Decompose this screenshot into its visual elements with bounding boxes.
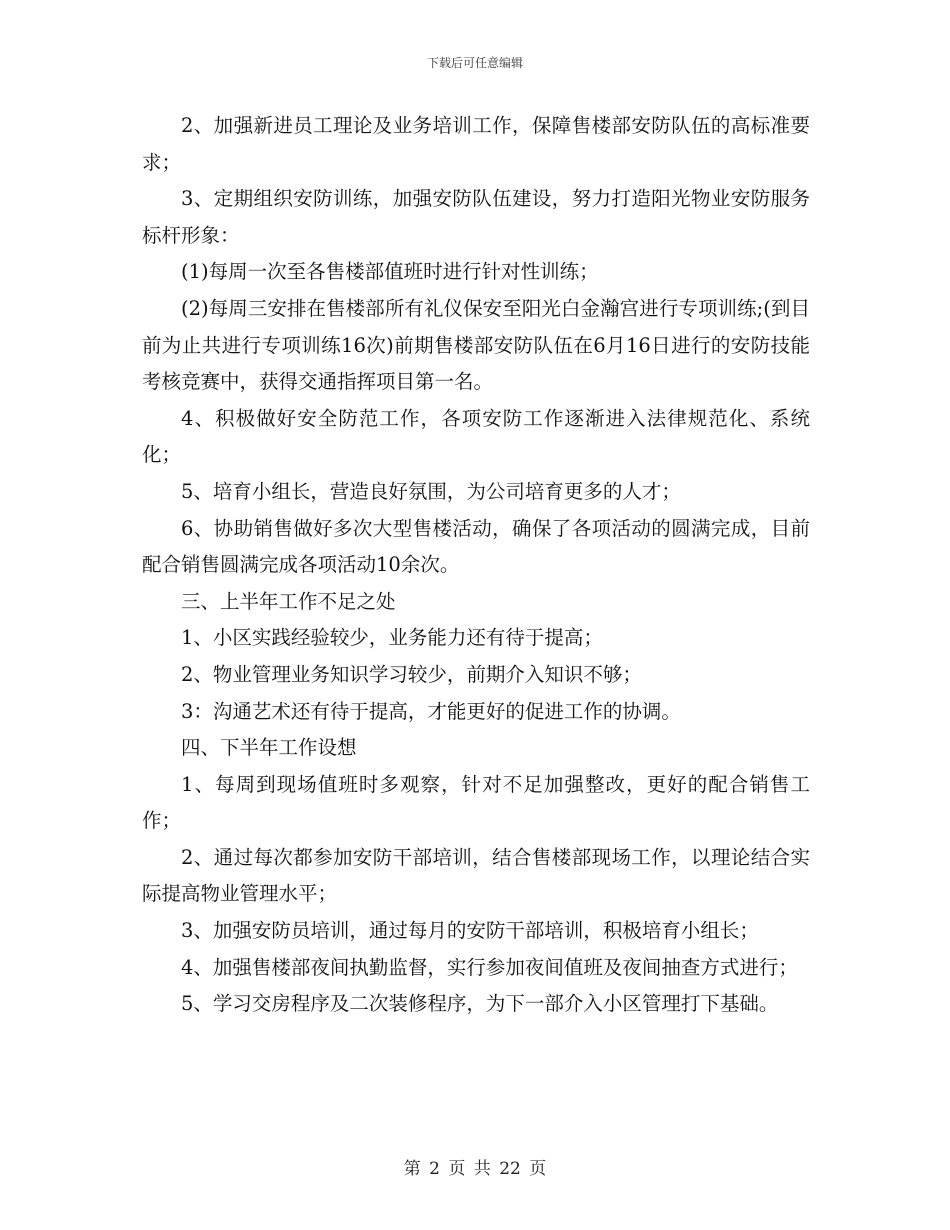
paragraph-shortcoming-knowledge: 2、物业管理业务知识学习较少，前期介入知识不够； bbox=[181, 662, 642, 686]
paragraph-wednesday-training: (2)每周三安排在售楼部所有礼仪保安至阳光白金瀚宫进行专项训练;(到目前为止共进行专项训练16次)前期售楼部安防队伍在6月16日进行的安防技能考核竞赛中，获得交通指挥项目第一名。 bbox=[142, 296, 810, 394]
page-header: 下载后可任意编辑 bbox=[426, 56, 523, 70]
paragraph-shortcoming-experience: 1、小区实践经验较少，业务能力还有待于提高； bbox=[181, 626, 603, 650]
paragraph-shortcoming-communication: 3：沟通艺术还有待于提高，才能更好的促进工作的协调。 bbox=[181, 699, 681, 723]
paragraph-training-new-staff: 2、加强新进员工理论及业务培训工作，保障售楼部安防队伍的高标准要求； bbox=[142, 114, 810, 174]
paragraph-plan-night-supervision: 4、加强售楼部夜间执勤监督，实行参加夜间值班及夜间抽查方式进行； bbox=[181, 955, 798, 979]
section-heading-plans: 四、下半年工作设想 bbox=[181, 736, 357, 760]
paragraph-safety-prevention: 4、积极做好安全防范工作，各项安防工作逐渐进入法律规范化、系统化； bbox=[142, 406, 810, 467]
section-heading-shortcomings: 三、上半年工作不足之处 bbox=[181, 589, 396, 613]
page-footer-page-number: 第 2 页 共 22 页 bbox=[403, 1159, 547, 1179]
paragraph-plan-observation: 1、每周到现场值班时多观察，针对不足加强整改，更好的配合销售工作； bbox=[142, 772, 810, 833]
paragraph-sales-events: 6、协助销售做好多次大型售楼活动，确保了各项活动的圆满完成，目前配合销售圆满完成各项活动10余次。 bbox=[142, 516, 810, 577]
paragraph-plan-handover-procedures: 5、学习交房程序及二次装修程序，为下一部介入小区管理打下基础。 bbox=[181, 992, 779, 1016]
paragraph-plan-cadre-training: 2、通过每次都参加安防干部培训，结合售楼部现场工作，以理论结合实际提高物业管理水平； bbox=[142, 845, 810, 906]
paragraph-team-leaders: 5、培育小组长，营造良好氛围，为公司培育更多的人才； bbox=[181, 479, 681, 503]
paragraph-weekly-training: (1)每周一次至各售楼部值班时进行针对性训练； bbox=[181, 260, 599, 284]
document-body bbox=[142, 108, 810, 1023]
paragraph-regular-drills: 3、定期组织安防训练，加强安防队伍建设，努力打造阳光物业安防服务标杆形象： bbox=[142, 187, 810, 247]
paragraph-plan-staff-training: 3、加强安防员培训，通过每月的安防干部培训，积极培育小组长； bbox=[181, 919, 759, 943]
